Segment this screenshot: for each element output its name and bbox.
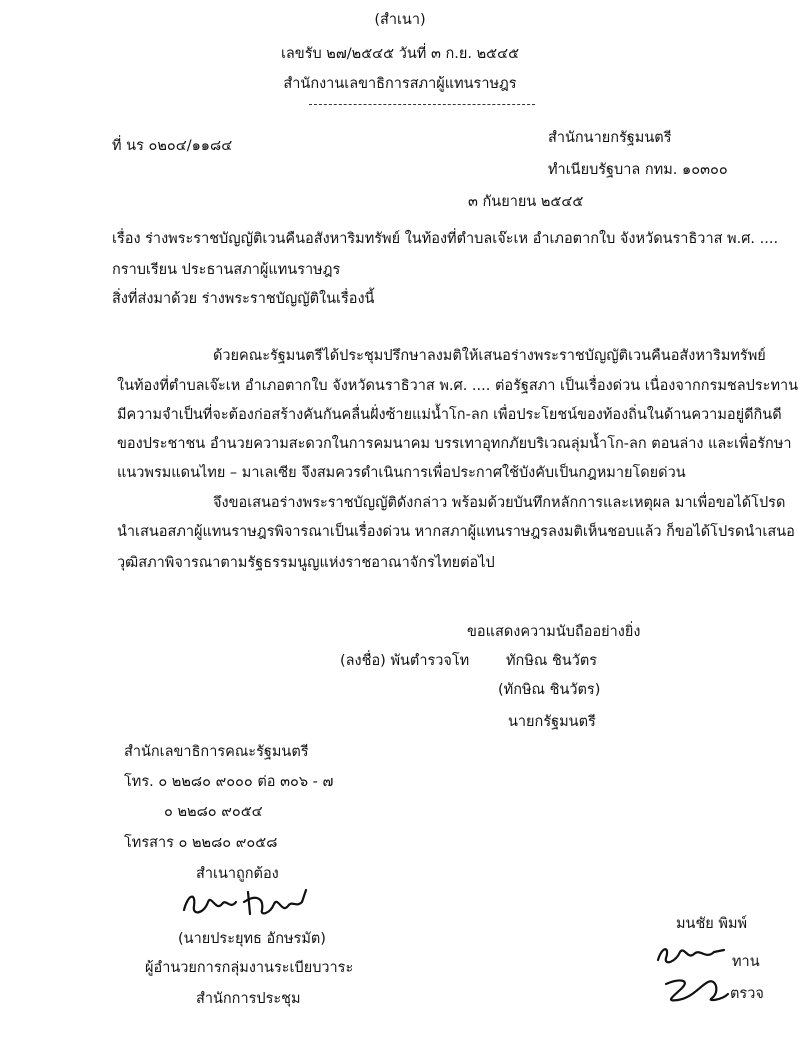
- body-line: ด้วยคณะรัฐมนตรีได้ประชุมปรึกษาลงมติให้เสนอร่างพระราชบัญญัติเวนคืนอสังหาริมทรัพย์: [213, 348, 766, 364]
- signatory-position: นายกรัฐมนตรี: [508, 714, 596, 730]
- body-line: ในท้องที่ตำบลเจ๊ะเห อำเภอตากใบ จังหวัดนราธิวาส พ.ศ. .... ต่อรัฐสภา เป็นเรื่องด่วน เนื่องจากกรมชลประทาน: [117, 378, 799, 394]
- reference-number: ที่ นร ๐๒๐๔/๑๑๘๔: [112, 138, 233, 154]
- receipt-number: เลขรับ ๒๗/๒๕๔๕ วันที่ ๓ ก.ย. ๒๕๔๕: [280, 46, 520, 62]
- divider: [309, 104, 535, 105]
- closing-regards: ขอแสดงความนับถืออย่างยิ่ง: [467, 624, 641, 640]
- contact-office: สำนักเลขาธิการคณะรัฐมนตรี: [124, 744, 309, 760]
- body-line: วุฒิสภาพิจารณาตามรัฐธรรมนูญแห่งราชอาณาจักรไทยต่อไป: [117, 555, 495, 571]
- letter-date: ๓ กันยายน ๒๕๔๕: [468, 194, 584, 210]
- typed-label: ทาน: [732, 954, 760, 970]
- fax-line: โทรสาร ๐ ๒๒๘๐ ๙๐๕๘: [124, 835, 278, 851]
- enclosure-line: สิ่งที่ส่งมาด้วย ร่างพระราชบัญญัติในเรื่องนี้: [112, 291, 375, 307]
- body-line: แนวพรมแดนไทย – มาเลเซีย จึงสมควรดำเนินการเพื่อประกาศใช้บังคับเป็นกฎหมายโดยด่วน: [117, 465, 686, 481]
- subject-line: เรื่อง ร่างพระราชบัญญัติเวนคืนอสังหาริมทรัพย์ ในท้องที่ตำบลเจ๊ะเห อำเภอตากใบ จังหวัดนราธิวาส พ.ศ. ....: [112, 231, 779, 247]
- body-line: ของประชาชน อำนวยความสะดวกในการคมนาคม บรรเทาอุทกภัยบริเวณลุ่มน้ำโก-ลก ตอนล่าง และเพื่อรักษา: [117, 436, 792, 452]
- signatory-printed-name: (ทักษิณ ชินวัตร): [498, 682, 601, 698]
- telephone-line: ๐ ๒๒๘๐ ๙๐๕๔: [164, 804, 263, 820]
- certifier-name: (นายประยุทธ อักษรมัต): [178, 931, 326, 947]
- body-line: มีความจำเป็นที่จะต้องก่อสร้างคันกันคลื่นฝั่งซ้ายแม่น้ำโก-ลก เพื่อประโยชน์ของท้องถิ่นในด้านความอยู่ดีกินดี: [117, 407, 782, 423]
- signed-prefix: (ลงชื่อ) พันตำรวจโท: [340, 653, 470, 669]
- copy-mark: (สำเนา): [374, 12, 426, 28]
- true-copy-label: สำเนาถูกต้อง: [196, 866, 279, 882]
- certifier-position: ผู้อำนวยการกลุ่มงานระเบียบวาระ: [145, 960, 354, 976]
- receiving-office: สำนักงานเลขาธิการสภาผู้แทนราษฎร: [283, 76, 517, 92]
- certifier-signature: [178, 884, 318, 924]
- signatory-name: ทักษิณ ชินวัตร: [506, 653, 598, 669]
- certifier-office: สำนักการประชุม: [196, 991, 301, 1007]
- sender-office: สำนักนายกรัฐมนตรี: [548, 130, 672, 146]
- typist-name: มนชัย พิมพ์: [676, 916, 748, 932]
- body-line: นำเสนอสภาผู้แทนราษฎรพิจารณาเป็นเรื่องด่วน หากสภาผู้แทนราษฎรลงมติเห็นชอบแล้ว ก็ขอได้โปรดนำเสนอ: [117, 524, 795, 540]
- sender-address: ทำเนียบรัฐบาล กทม. ๑๐๓๐๐: [548, 162, 728, 178]
- salutation: กราบเรียน ประธานสภาผู้แทนราษฎร: [112, 262, 341, 278]
- body-line: จึงขอเสนอร่างพระราชบัญญัติดังกล่าว พร้อมด้วยบันทึกหลักการและเหตุผล มาเพื่อขอได้โปรด: [213, 495, 786, 511]
- checked-label: ตรวจ: [730, 986, 764, 1002]
- telephone-line: โทร. ๐ ๒๒๘๐ ๙๐๐๐ ต่อ ๓๐๖ - ๗: [124, 774, 334, 790]
- typist-initials: [654, 940, 728, 970]
- checker-initials: [660, 974, 730, 1008]
